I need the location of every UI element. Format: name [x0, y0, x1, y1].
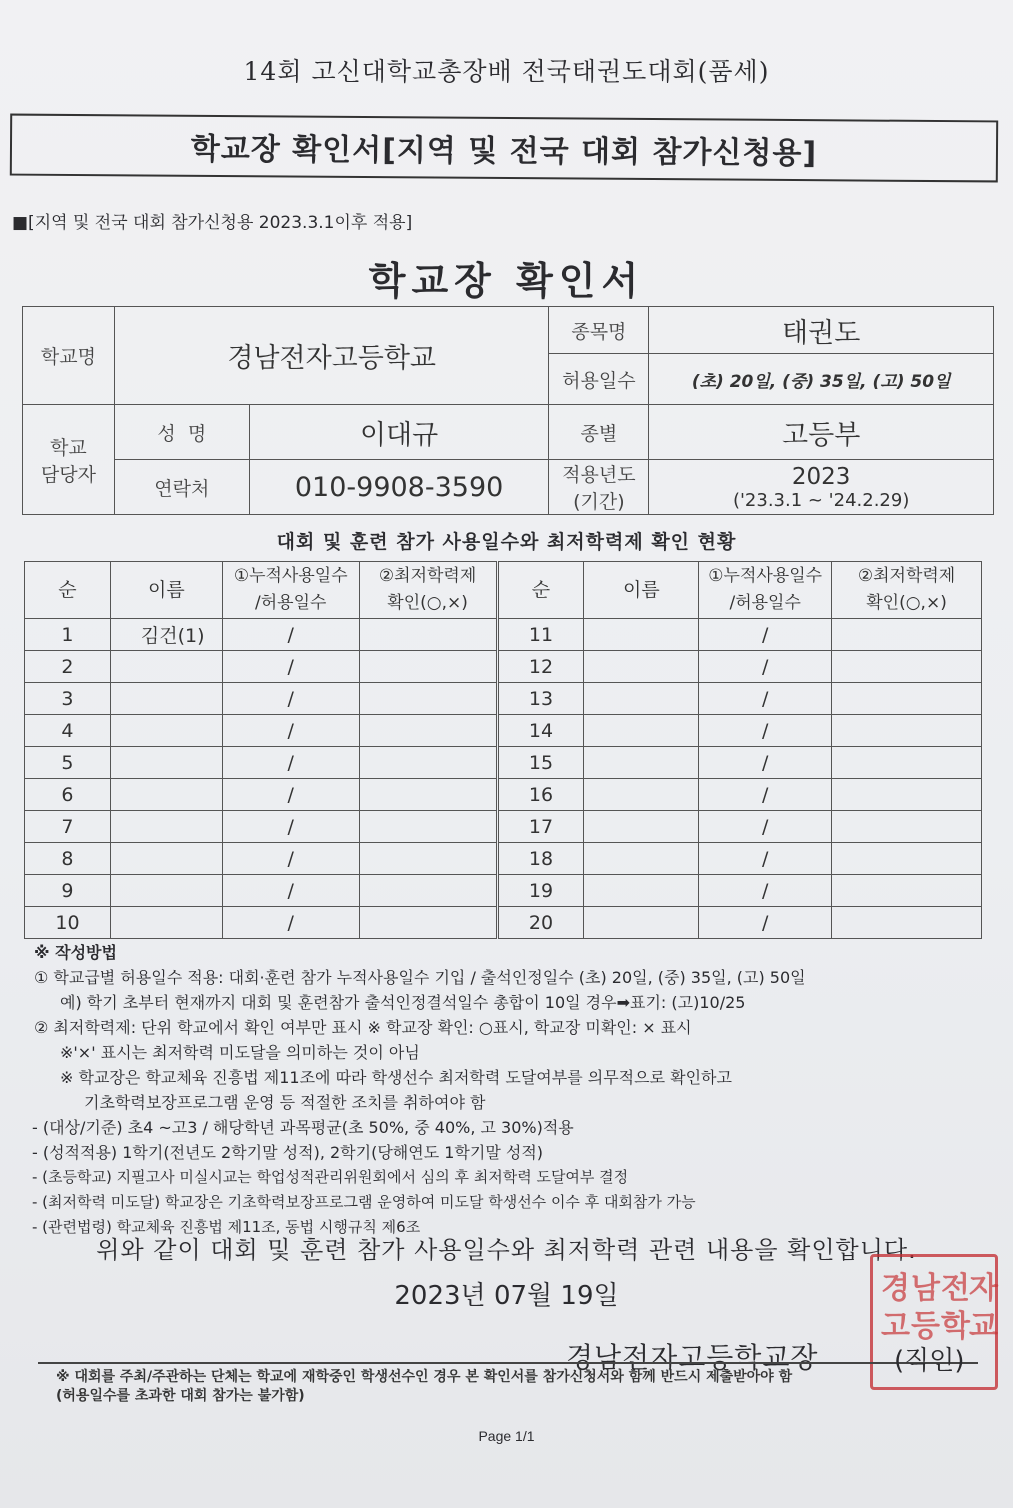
year-value: 2023	[791, 463, 851, 490]
note-dash-5: - (관련법령) 학교체육 진흥법 제11조, 동법 시행규칙 제6조	[32, 1218, 421, 1236]
row-days: /	[222, 779, 359, 811]
row-check	[832, 875, 982, 907]
year-label-line1: 적용년도	[562, 464, 636, 486]
table-row	[25, 747, 982, 779]
col-days-left	[222, 562, 359, 619]
notes-heading: ※ 작성방법	[34, 943, 117, 962]
row-no: 17	[497, 811, 584, 843]
row-no: 19	[497, 875, 584, 907]
row-days: /	[222, 843, 359, 875]
row-no: 6	[25, 779, 111, 811]
col-days-left-line1: ①누적사용일수	[233, 566, 348, 586]
row-check	[832, 907, 982, 939]
note-2: ② 최저학력제: 단위 학교에서 확인 여부만 표시 ※ 학교장 확인: ○표시, 학교장 미확인: × 표시	[34, 1018, 692, 1037]
seal-glyph: 경	[881, 1271, 910, 1306]
footer-note-line2: (허용일수를 초과한 대회 참가는 불가함)	[56, 1388, 305, 1404]
row-days: /	[222, 619, 359, 651]
principal-name: 경남전자고등학교장	[566, 1341, 819, 1374]
row-name	[110, 747, 222, 779]
row-name	[110, 715, 222, 747]
allowed-days-label: 허용일수	[549, 354, 649, 405]
col-days-right-line1: ①누적사용일수	[708, 566, 823, 586]
note-2-sub2b: 기초학력보장프로그램 운영 등 적절한 조치를 취하여야 함	[84, 1093, 486, 1112]
row-name	[110, 683, 222, 715]
row-days: /	[222, 715, 359, 747]
row-check	[359, 779, 497, 811]
note-dash-2: - (성적적용) 1학기(전년도 2학기말 성적), 2학기(당해연도 1학기말 성적)	[32, 1143, 544, 1162]
row-no: 14	[497, 715, 584, 747]
row-name	[110, 779, 222, 811]
row-no: 5	[25, 747, 111, 779]
col-min-right-line1: ②최저학력제	[857, 566, 956, 586]
section-title: 대회 및 훈련 참가 사용일수와 최저학력제 확인 현황	[276, 531, 737, 553]
contact-label: 연락처	[114, 460, 249, 515]
row-check	[359, 907, 497, 939]
competition-title: 14회 고신대학교총장배 전국태권도대회(품세)	[243, 57, 770, 86]
event-value: 태권도	[649, 307, 994, 354]
col-min-right	[832, 562, 982, 619]
row-days: /	[699, 747, 832, 779]
table-row	[25, 715, 982, 747]
row-name	[584, 811, 699, 843]
row-name	[584, 651, 699, 683]
row-name	[584, 843, 699, 875]
row-no: 8	[25, 843, 111, 875]
table-row	[25, 907, 982, 939]
row-no: 1	[25, 619, 111, 651]
row-days: /	[222, 747, 359, 779]
row-no: 4	[25, 715, 111, 747]
col-no-left: 순	[25, 562, 111, 619]
row-name	[584, 875, 699, 907]
row-days: /	[222, 875, 359, 907]
row-no: 2	[25, 651, 111, 683]
table-row	[25, 619, 982, 651]
row-name	[110, 651, 222, 683]
row-check	[359, 651, 497, 683]
row-name	[584, 747, 699, 779]
row-check	[359, 619, 497, 651]
table-row	[25, 683, 982, 715]
col-min-right-line2: 확인(○,×)	[866, 593, 947, 613]
col-days-left-line2: /허용일수	[255, 593, 327, 613]
row-name	[584, 907, 699, 939]
row-days: /	[699, 779, 832, 811]
seal-glyph: 교	[969, 1309, 998, 1344]
col-days-right-line2: /허용일수	[729, 593, 801, 613]
col-days-right	[699, 562, 832, 619]
row-check	[832, 843, 982, 875]
school-label: 학교명	[23, 307, 115, 405]
event-label: 종목명	[549, 307, 649, 354]
row-check	[359, 811, 497, 843]
footer-note	[56, 1368, 792, 1406]
info-table	[22, 306, 994, 515]
row-no: 11	[497, 619, 584, 651]
note-1-example: 예) 학기 초부터 현재까지 대회 및 훈련참가 출석인정결석일수 총합이 10일 경우➡표기: (고)10/25	[60, 993, 746, 1012]
document-title: 학교장 확인서	[368, 259, 645, 303]
row-check	[832, 683, 982, 715]
confirmation-statement: 위와 같이 대회 및 훈련 참가 사용일수와 최저학력 관련 내용을 확인합니다.	[96, 1236, 917, 1264]
row-name	[584, 779, 699, 811]
note-2-sub1: ※'×' 표시는 최저학력 미도달을 의미하는 것이 아님	[60, 1043, 420, 1062]
division-value: 고등부	[649, 405, 994, 460]
row-days: /	[222, 907, 359, 939]
col-name-right: 이름	[584, 562, 699, 619]
seal-glyph: 고	[881, 1309, 910, 1344]
division-label: 종별	[549, 405, 649, 460]
row-days: /	[699, 843, 832, 875]
row-days: /	[699, 683, 832, 715]
col-min-left-line1: ②최저학력제	[378, 566, 477, 586]
seal-mark: (직인)	[894, 1346, 965, 1376]
col-no-right: 순	[497, 562, 584, 619]
seal-glyph: 등	[911, 1309, 940, 1344]
staff-label-line2: 담당자	[40, 463, 96, 486]
row-no: 16	[497, 779, 584, 811]
row-days: /	[699, 875, 832, 907]
confirmation-date: 2023년 07월 19일	[394, 1281, 619, 1311]
row-check	[832, 715, 982, 747]
year-label-line2: (기간)	[573, 491, 625, 513]
table-row	[25, 651, 982, 683]
note-dash-4: - (최저학력 미도달) 학교장은 기초학력보장프로그램 운영하여 미도달 학생선수 이수 후 대회참가 가능	[32, 1193, 696, 1211]
page-number: Page 1/1	[478, 1428, 535, 1444]
row-check	[832, 651, 982, 683]
seal-glyph: 자	[969, 1271, 998, 1306]
row-name	[584, 683, 699, 715]
row-check	[359, 843, 497, 875]
allowed-days-value: (초) 20일, (중) 35일, (고) 50일	[649, 354, 994, 405]
table-row	[25, 811, 982, 843]
row-days: /	[222, 811, 359, 843]
col-min-left-line2: 확인(○,×)	[387, 593, 468, 613]
year-label	[549, 460, 649, 515]
table-row	[25, 875, 982, 907]
row-no: 7	[25, 811, 111, 843]
row-no: 10	[25, 907, 111, 939]
row-no: 3	[25, 683, 111, 715]
row-days: /	[222, 651, 359, 683]
row-days: /	[699, 619, 832, 651]
row-no: 13	[497, 683, 584, 715]
col-min-left	[359, 562, 497, 619]
table-row	[25, 843, 982, 875]
row-check	[832, 811, 982, 843]
row-days: /	[699, 907, 832, 939]
year-cell	[649, 460, 994, 515]
row-check	[359, 683, 497, 715]
contact-value: 010-9908-3590	[249, 460, 549, 515]
footer-divider	[38, 1362, 978, 1364]
footer-note-line1: ※ 대회를 주최/주관하는 단체는 학교에 재학중인 학생선수인 경우 본 확인서를 참가신청서와 함께 반드시 제출받아야 함	[56, 1369, 793, 1385]
row-no: 18	[497, 843, 584, 875]
banner-title: 학교장 확인서[지역 및 전국 대회 참가신청용]	[10, 114, 998, 183]
row-no: 20	[497, 907, 584, 939]
seal-glyph: 전	[941, 1271, 970, 1306]
row-check	[359, 747, 497, 779]
row-name	[584, 715, 699, 747]
name-label: 성 명	[114, 405, 249, 460]
staff-label	[23, 405, 115, 515]
school-value: 경남전자고등학교	[114, 307, 549, 405]
year-period: ('23.3.1 ~ '24.2.29)	[732, 489, 910, 511]
col-name-left: 이름	[110, 562, 222, 619]
row-name	[110, 875, 222, 907]
note-2-sub2a: ※ 학교장은 학교체육 진흥법 제11조에 따라 학생선수 최저학력 도달여부를 의무적으로 확인하고	[60, 1068, 732, 1087]
row-check	[832, 779, 982, 811]
participants-table	[24, 561, 982, 939]
row-name	[110, 811, 222, 843]
note-dash-1: - (대상/기준) 초4 ~고3 / 해당학년 과목평균(초 50%, 중 40%, 고 30%)적용	[32, 1118, 574, 1137]
row-no: 15	[497, 747, 584, 779]
seal-glyph: 학	[941, 1309, 970, 1344]
writing-instructions	[34, 940, 994, 1240]
seal-glyph: 남	[911, 1271, 940, 1306]
row-check	[359, 715, 497, 747]
row-name	[110, 907, 222, 939]
row-days: /	[699, 651, 832, 683]
row-days: /	[222, 683, 359, 715]
name-value: 이대규	[249, 405, 549, 460]
table-row	[25, 779, 982, 811]
note-1: ① 학교급별 허용일수 적용: 대회·훈련 참가 누적사용일수 기입 / 출석인정일수 (초) 20일, (중) 35일, (고) 50일	[34, 968, 806, 987]
row-no: 12	[497, 651, 584, 683]
row-check	[359, 875, 497, 907]
staff-label-line1: 학교	[50, 436, 87, 459]
row-no: 9	[25, 875, 111, 907]
row-days: /	[699, 715, 832, 747]
row-check	[832, 747, 982, 779]
applicability-note: ■[지역 및 전국 대회 참가신청용 2023.3.1이후 적용]	[12, 213, 413, 233]
row-name	[110, 843, 222, 875]
row-check	[832, 619, 982, 651]
row-name	[584, 619, 699, 651]
row-days: /	[699, 811, 832, 843]
note-dash-3: - (초등학교) 지필고사 미실시교는 학업성적관리위원회에서 심의 후 최저학력 도달여부 결정	[32, 1168, 629, 1186]
row-name: 김건(1)	[110, 619, 222, 651]
